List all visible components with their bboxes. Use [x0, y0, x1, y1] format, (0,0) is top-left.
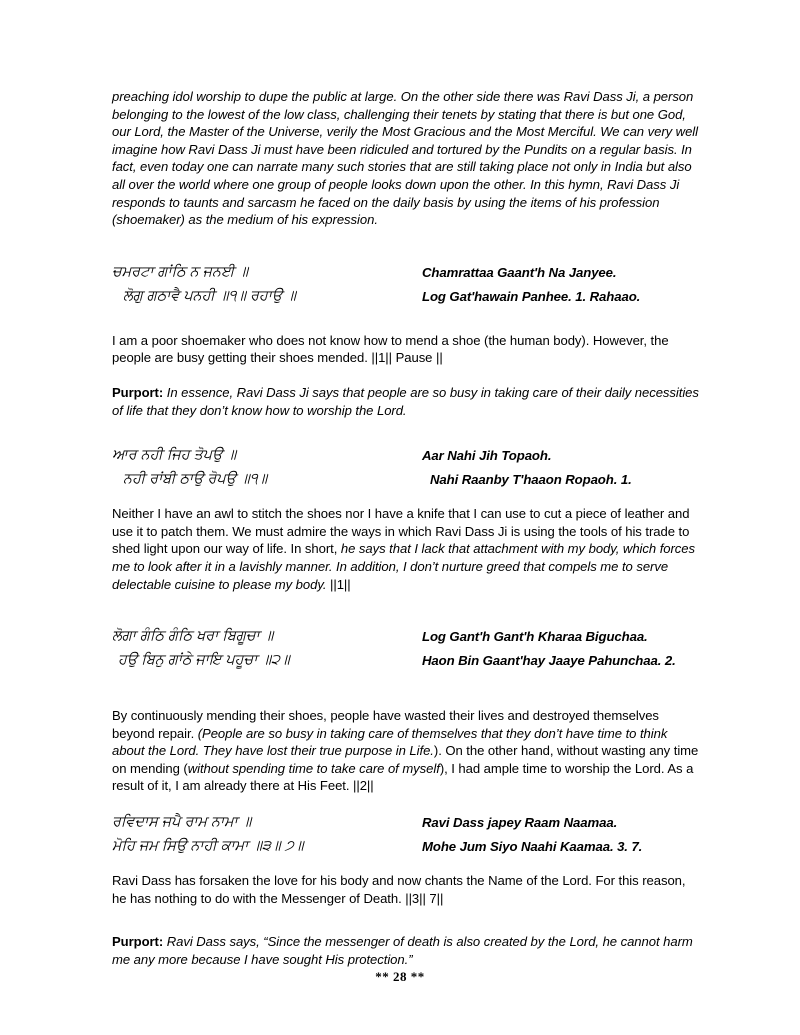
commentary-roman: ), I had ample time to worship the Lord. As a result of it, I am already there at His Feet. ||2||: [112, 760, 694, 794]
verse-line: [112, 626, 700, 650]
gurmukhi-text: ਲੋਗਾ ਗੰਠਿ ਗੰਠਿ ਖਰਾ ਬਿਗੂਚਾ ॥: [112, 628, 274, 645]
spacer: [112, 419, 700, 445]
spacer: [112, 310, 700, 332]
commentary-paragraph-4: Ravi Dass has forsaken the love for his body and now chants the Name of the Lord. For this reason, he has nothing to do with the Messenger of Death. ||3|| 7||: [112, 873, 686, 906]
commentary-italic: without spending time to take care of myself: [187, 760, 440, 776]
spacer: [112, 493, 700, 505]
commentary-tail: ||1||: [326, 576, 351, 592]
purport-paragraph-1: [112, 384, 700, 419]
spacer: [112, 860, 700, 872]
spacer: [112, 795, 700, 812]
purport-label: Purport:: [112, 934, 164, 950]
commentary-roman: Neither I have an awl to stitch the shoes nor I have a knife that I can use to cut a piece of leather and use it to patch them. We must admire the ways in which Ravi Dass Ji is using the tools of his trade to shed light upon our way of life. In short,: [112, 506, 690, 557]
spacer: [112, 593, 700, 626]
purport-body: In essence, Ravi Dass Ji says that people are so busy in taking care of their daily necessities of life that they don’t know how to worship the Lord.: [112, 384, 699, 418]
gurmukhi-text: ਚਮਰਟਾ ਗਾਂਠਿ ਨ ਜਨਈ ॥: [112, 263, 249, 280]
transliteration-text: Chamrattaa Gaant'h Na Janyee.: [422, 264, 617, 280]
purport-paragraph-2: [112, 933, 700, 968]
page-content: [112, 88, 700, 968]
transliteration-text: Log Gat'hawain Panhee. 1. Rahaao.: [422, 288, 641, 304]
gurmukhi-text: ਮੋਹਿ ਜਮ ਸਿਉ ਨਾਹੀ ਕਾਮਾ ॥੩॥ ੭॥: [112, 838, 304, 855]
verse-2: [112, 445, 700, 493]
purport-label: Purport:: [112, 384, 164, 400]
transliteration-text: Mohe Jum Siyo Naahi Kaamaa. 3. 7.: [422, 839, 643, 855]
purport-body: Ravi Dass says, “Since the messenger of death is also created by the Lord, he cannot harm me any more because I have sought His protection.”: [112, 934, 693, 967]
verse-line: [112, 445, 700, 469]
gurmukhi-text: ਹਉ ਬਿਨੁ ਗਾਂਠੇ ਜਾਇ ਪਹੂਚਾ ॥੨॥: [118, 652, 290, 669]
commentary-paragraph-1: I am a poor shoemaker who does not know how to mend a shoe (the human body). However, the people are busy getting their shoes mended. ||1|| Pause ||: [112, 332, 669, 366]
gurmukhi-text: ਆਰ ਨਹੀ ਜਿਹ ਤੋਪਉ ॥: [112, 447, 237, 464]
intro-paragraph: preaching idol worship to dupe the public at large. On the other side there was Ravi Dass Ji, a person belonging to the lowest of the low class, challenging their tenets by stating that there is but one God, our Lord, the Master of the Universe, verily the Most Gracious and the Most Merciful. We can very well imagine how Ravi Dass Ji must have been ridiculed and tortured by the Pundits on a regular basis. In fact, even today one can narrate many such stories that are still taking place not only in India but also all over the world where one group of people looks down upon the other. In this hymn, Ravi Dass Ji responds to taunts and sarcasm he faced on the daily basis by using the items of his profession (shoemaker) as the medium of his expression.: [112, 89, 699, 228]
verse-line: [112, 469, 700, 493]
spacer: [112, 367, 700, 384]
verse-line: [112, 812, 700, 836]
transliteration-text: Aar Nahi Jih Topaoh.: [422, 448, 552, 464]
verse-1: [112, 262, 700, 310]
page-footer: ** 28 **: [375, 969, 425, 984]
commentary-italic: (People are so busy in taking care of themselves that they don’t have time to think about the Lord. They have lost their true purpose in Life.: [112, 725, 668, 759]
gurmukhi-text: ਰਵਿਦਾਸ ਜਪੈ ਰਾਮ ਨਾਮਾ ॥: [112, 814, 252, 831]
gurmukhi-text: ਨਹੀ ਰਾਂਬੀ ਠਾਉ ਰੋਪਉ ॥੧॥: [123, 471, 268, 488]
spacer: [112, 907, 700, 933]
transliteration-text: Ravi Dass japey Raam Naamaa.: [422, 815, 618, 831]
commentary-paragraph-2: [112, 505, 700, 593]
verse-line: [112, 650, 700, 674]
verse-line: [112, 286, 700, 310]
spacer: [112, 674, 700, 707]
transliteration-text: Nahi Raanby T'haaon Ropaoh. 1.: [430, 472, 632, 488]
commentary-roman: By continuously mending their shoes, people have wasted their lives and destroyed themselves beyond repair.: [112, 708, 659, 741]
commentary-paragraph-3: [112, 707, 700, 795]
spacer: [112, 229, 700, 262]
gurmukhi-text: ਲੋਗੁ ਗਠਾਵੈ ਪਨਹੀ ॥੧॥ ਰਹਾਉ ॥: [123, 287, 296, 304]
transliteration-text: Haon Bin Gaant'hay Jaaye Pahunchaa. 2.: [422, 653, 676, 669]
verse-line: [112, 836, 700, 860]
commentary-italic: he says that I lack that attachment with my body, which forces me to look after it in a lavishly manner. In addition, I don’t nurture greed that compels me to serve delectable cuisine to please my body.: [112, 541, 695, 592]
verse-line: [112, 262, 700, 286]
commentary-roman: ). On the other hand, without wasting any time on mending (: [112, 743, 699, 776]
verse-3: [112, 626, 700, 674]
transliteration-text: Log Gant'h Gant'h Kharaa Biguchaa.: [422, 629, 648, 645]
verse-4: [112, 812, 700, 860]
